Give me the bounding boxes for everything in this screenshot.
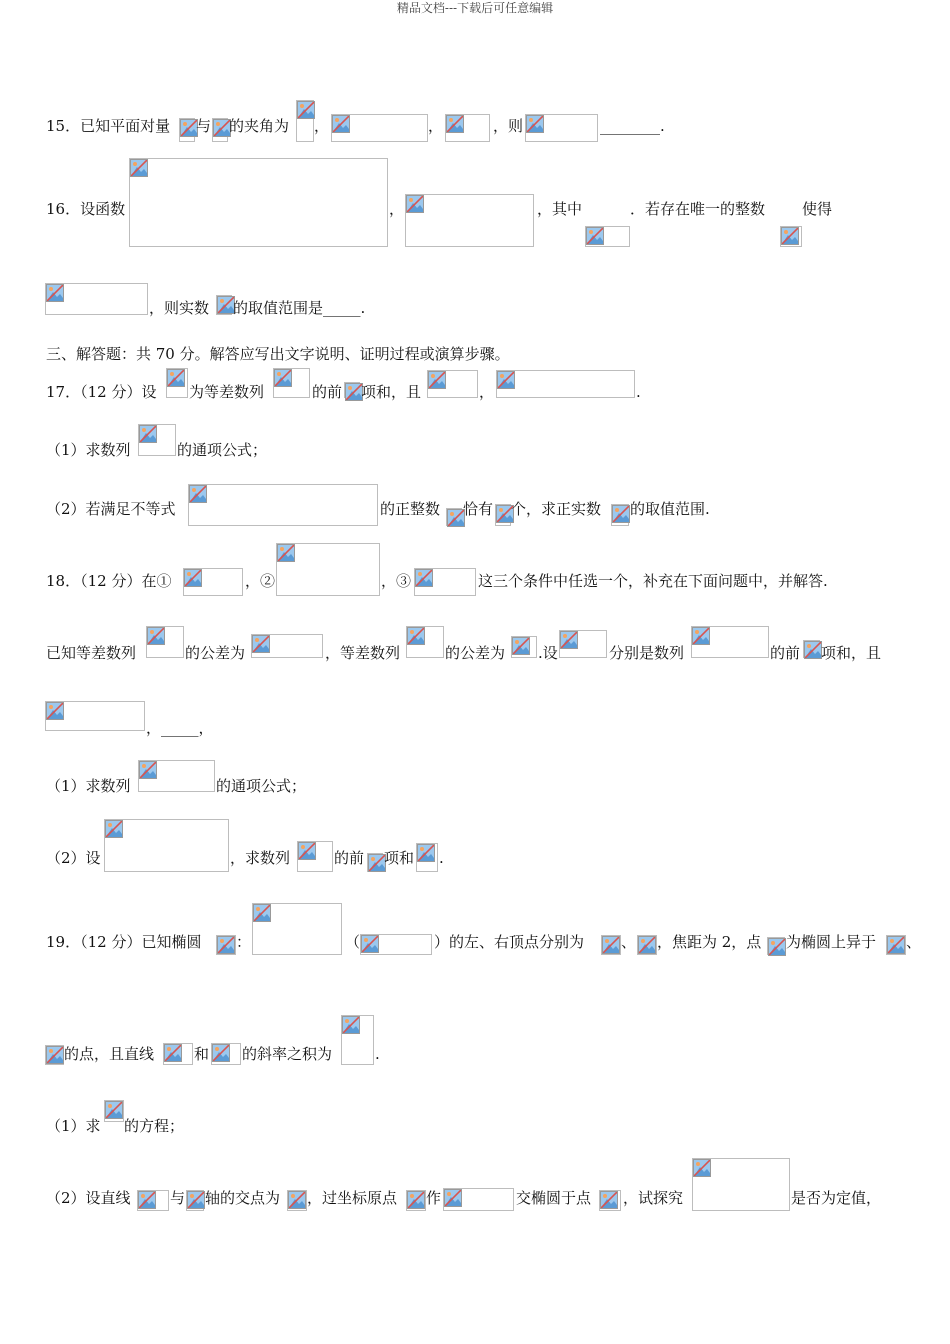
broken-image-icon	[46, 1046, 64, 1064]
q17-text: （2）若满足不等式	[46, 500, 176, 518]
formula-image	[183, 568, 243, 596]
formula-image	[559, 630, 607, 658]
broken-image-icon	[417, 844, 435, 862]
broken-image-icon	[497, 371, 515, 389]
question-19-cont	[0, 1015, 950, 1067]
formula-image	[360, 934, 432, 955]
broken-image-icon	[407, 1191, 425, 1209]
q17-text: ，	[479, 383, 495, 401]
formula-image	[273, 368, 310, 398]
formula-image	[691, 626, 769, 658]
q18-text: ，求数列	[230, 849, 291, 867]
q18-text: 已知等差数列	[46, 644, 137, 662]
q19-text: ，试探究	[623, 1189, 684, 1207]
q15-text: 的夹角为	[229, 117, 290, 135]
q19-text: （	[345, 933, 361, 951]
q18-text: 18．（12 分）在①	[46, 572, 172, 590]
q19-text: 的斜率之积为	[242, 1045, 333, 1063]
formula-image	[179, 118, 195, 142]
q16-text: 的取值范围是_____.	[233, 299, 366, 317]
broken-image-icon	[147, 627, 165, 645]
formula-image	[212, 118, 228, 142]
formula-image	[211, 1043, 241, 1065]
formula-image	[344, 382, 360, 398]
q19-text: 与	[170, 1189, 186, 1207]
q16-text: 16．设函数	[46, 200, 126, 218]
q19-text: 交椭圆于点	[516, 1189, 592, 1207]
broken-image-icon	[406, 195, 424, 213]
q18-text: ，等差数列	[325, 644, 401, 662]
formula-image	[611, 504, 629, 526]
formula-image	[251, 634, 323, 658]
q18-text: 分别是数列	[609, 644, 685, 662]
q15-text: ，则	[493, 117, 524, 135]
formula-image	[585, 226, 630, 247]
formula-image	[296, 100, 314, 142]
formula-image	[405, 194, 534, 247]
formula-image	[129, 158, 388, 247]
q19-text: 为椭圆上异于	[786, 933, 877, 951]
q18-text: .	[439, 849, 444, 867]
formula-image	[216, 935, 236, 955]
q17-text: 项和，且	[361, 383, 422, 401]
formula-image	[297, 841, 333, 872]
broken-image-icon	[560, 631, 578, 649]
formula-image	[637, 935, 657, 955]
formula-image	[406, 626, 444, 658]
q19-text: ，过坐标原点	[307, 1189, 398, 1207]
q18-text: ，_____，	[146, 719, 214, 737]
q18-text: ，②	[245, 572, 276, 590]
question-18-given	[0, 626, 950, 666]
formula-image	[138, 424, 176, 456]
formula-image	[276, 543, 380, 596]
broken-image-icon	[164, 1044, 182, 1062]
question-18	[0, 543, 950, 598]
broken-image-icon	[428, 371, 446, 389]
broken-image-icon	[602, 936, 620, 954]
q17-text: （1）求数列	[46, 441, 131, 459]
question-19-part1	[0, 1100, 950, 1140]
broken-image-icon	[189, 485, 207, 503]
q19-text: 的点，且直线	[64, 1045, 155, 1063]
broken-image-icon	[217, 936, 235, 954]
question-15	[0, 100, 950, 140]
q17-text: 的正整数	[380, 500, 441, 518]
q19-text: 轴的交点为	[205, 1189, 281, 1207]
formula-image	[406, 1190, 426, 1211]
broken-image-icon	[804, 641, 822, 659]
formula-image	[886, 935, 906, 955]
broken-image-icon	[139, 761, 157, 779]
formula-image	[146, 626, 184, 658]
q19-text: ：	[236, 933, 252, 951]
broken-image-icon	[526, 115, 544, 133]
question-19	[0, 903, 950, 958]
q17-text: 的通项公式；	[177, 441, 268, 459]
q19-text: 、	[906, 933, 922, 951]
broken-image-icon	[138, 1191, 156, 1209]
broken-image-icon	[332, 115, 350, 133]
q15-text: 15．已知平面对量	[46, 117, 171, 135]
broken-image-icon	[46, 284, 64, 302]
broken-image-icon	[298, 842, 316, 860]
broken-image-icon	[600, 1191, 618, 1209]
formula-image	[104, 1100, 124, 1122]
broken-image-icon	[512, 637, 530, 655]
question-16-cont	[0, 283, 950, 323]
broken-image-icon	[184, 569, 202, 587]
formula-image	[414, 568, 476, 596]
formula-image	[45, 283, 148, 315]
q18-text: 项和，且	[821, 644, 882, 662]
q16-text: 使得	[802, 200, 833, 218]
broken-image-icon	[167, 369, 185, 387]
q19-text: ）的左、右顶点分别为	[434, 933, 585, 951]
formula-image	[138, 760, 215, 792]
broken-image-icon	[692, 627, 710, 645]
formula-image	[341, 1015, 374, 1065]
q19-text: 是否为定值，	[791, 1189, 882, 1207]
section-title: 三、解答题：共 70 分。解答应写出文字说明、证明过程或演算步骤。	[46, 345, 510, 363]
broken-image-icon	[446, 115, 464, 133]
formula-image	[252, 903, 342, 955]
page-header: 精品文档---下载后可任意编辑	[396, 1, 554, 15]
broken-image-icon	[105, 1101, 123, 1119]
broken-image-icon	[212, 1044, 230, 1062]
broken-image-icon	[693, 1159, 711, 1177]
q19-text: ，焦距为 2，点	[657, 933, 762, 951]
q18-text: 这三个条件中任选一个，补充在下面问题中，并解答.	[478, 572, 828, 590]
question-18-cond	[0, 701, 950, 741]
broken-image-icon	[130, 159, 148, 177]
q17-text: 恰有	[463, 500, 494, 518]
q16-text: ，	[389, 200, 405, 218]
q17-text: 为等差数列	[189, 383, 265, 401]
formula-image	[780, 226, 802, 247]
question-17-part2	[0, 484, 950, 528]
q17-text: 的取值范围.	[630, 500, 710, 518]
formula-image	[166, 368, 188, 398]
broken-image-icon	[288, 1191, 306, 1209]
q19-text: 19．（12 分）已知椭圆	[46, 933, 202, 951]
q19-text: 作	[426, 1189, 442, 1207]
broken-image-icon	[187, 1191, 205, 1209]
q18-text: 的通项公式；	[216, 777, 307, 795]
question-16	[0, 158, 950, 248]
q16-text: ．若存在唯一的整数	[630, 200, 766, 218]
formula-image	[525, 114, 598, 142]
broken-image-icon	[361, 935, 379, 953]
broken-image-icon	[105, 820, 123, 838]
question-17	[0, 368, 950, 408]
formula-image	[427, 370, 478, 398]
question-19-part2	[0, 1158, 950, 1213]
q18-text: ，③	[381, 572, 412, 590]
formula-image	[137, 1190, 169, 1211]
q18-text: 项和	[384, 849, 415, 867]
formula-image	[496, 370, 635, 398]
formula-image	[803, 640, 820, 658]
formula-image	[511, 636, 537, 658]
formula-image	[767, 937, 785, 955]
broken-image-icon	[638, 936, 656, 954]
q15-text: 与	[196, 117, 212, 135]
question-17-part1	[0, 424, 950, 464]
broken-image-icon	[277, 544, 295, 562]
broken-image-icon	[297, 101, 315, 119]
q19-text: 和	[194, 1045, 210, 1063]
q16-text: ，则实数	[149, 299, 210, 317]
formula-image	[45, 701, 145, 731]
q19-text: 、	[621, 933, 637, 951]
formula-image	[287, 1190, 307, 1211]
broken-image-icon	[274, 369, 292, 387]
formula-image	[416, 843, 438, 872]
formula-image	[188, 484, 378, 526]
broken-image-icon	[612, 505, 630, 523]
q17-text: 17．（12 分）设	[46, 383, 157, 401]
q18-text: （2）设	[46, 849, 101, 867]
q19-text: 的方程；	[124, 1117, 185, 1135]
q17-text: 的前	[312, 383, 343, 401]
q19-text: .	[375, 1045, 380, 1063]
formula-image	[367, 853, 383, 872]
formula-image	[599, 1190, 621, 1211]
formula-image	[104, 819, 229, 872]
broken-image-icon	[342, 1016, 360, 1034]
formula-image	[45, 1045, 64, 1065]
question-18-part1	[0, 760, 950, 800]
q18-text: （1）求数列	[46, 777, 131, 795]
q17-text: 个，求正实数	[511, 500, 602, 518]
formula-image	[445, 114, 490, 142]
broken-image-icon	[768, 938, 786, 956]
broken-image-icon	[444, 1189, 462, 1207]
broken-image-icon	[887, 936, 905, 954]
broken-image-icon	[415, 569, 433, 587]
formula-image	[446, 508, 462, 526]
q16-text: ，其中	[537, 200, 583, 218]
q15-text: ________.	[600, 117, 665, 135]
formula-image	[601, 935, 621, 955]
broken-image-icon	[407, 627, 425, 645]
formula-image	[216, 295, 232, 315]
broken-image-icon	[139, 425, 157, 443]
formula-image	[692, 1158, 790, 1211]
q15-text: ，	[428, 117, 444, 135]
broken-image-icon	[781, 227, 799, 245]
broken-image-icon	[46, 702, 64, 720]
formula-image	[443, 1188, 514, 1211]
q18-text: 的公差为	[185, 644, 246, 662]
broken-image-icon	[586, 227, 604, 245]
q18-text: 的公差为	[445, 644, 506, 662]
q17-text: .	[636, 383, 641, 401]
broken-image-icon	[252, 635, 270, 653]
q19-text: （2）设直线	[46, 1189, 131, 1207]
q18-text: .设	[538, 644, 558, 662]
q18-text: 的前	[770, 644, 801, 662]
question-18-part2	[0, 819, 950, 874]
broken-image-icon	[253, 904, 271, 922]
formula-image	[331, 114, 428, 142]
formula-image	[186, 1190, 204, 1211]
q19-text: （1）求	[46, 1117, 101, 1135]
q15-text: ，	[314, 117, 330, 135]
formula-image	[163, 1043, 193, 1065]
q18-text: 的前	[334, 849, 365, 867]
formula-image	[495, 504, 511, 526]
